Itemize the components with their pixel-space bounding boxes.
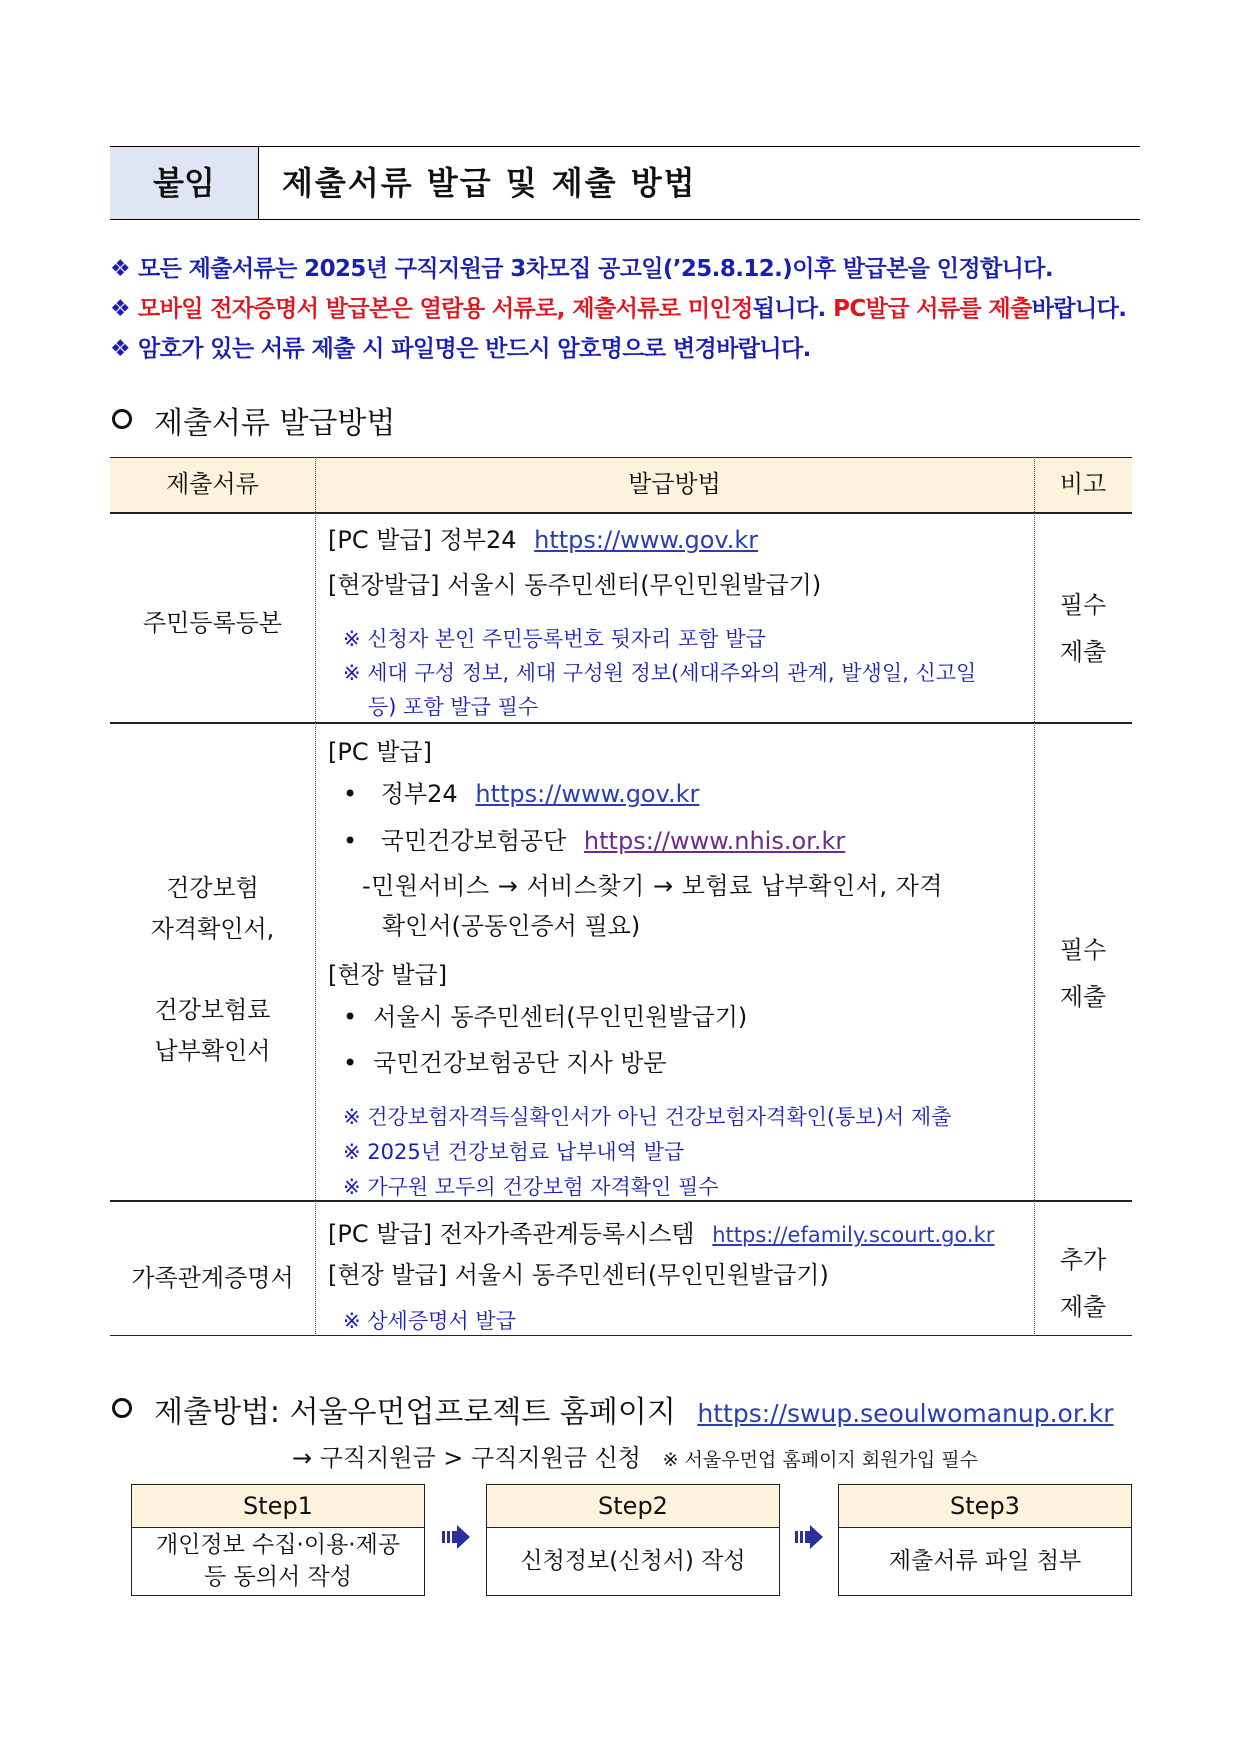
row1-note-2b: 등) 포함 발급 필수 — [368, 695, 539, 719]
th-document: 제출서류 — [166, 470, 259, 498]
doc-resident-registration: 주민등록등본 — [142, 609, 283, 637]
swup-link[interactable]: https://swup.seoulwomanup.or.kr — [697, 1399, 1114, 1428]
step-1-desc: 개인정보 수집·이용·제공 등 동의서 작성 — [155, 1532, 401, 1590]
row2-path-2: 확인서(공동인증서 필요) — [382, 912, 641, 940]
arrow-right-icon — [441, 1522, 471, 1552]
diamond-bullet-icon: ❖ — [110, 336, 131, 362]
step-3-desc: 제출서류 파일 첨부 — [888, 1548, 1082, 1574]
submission-path: → 구직지원금 > 구직지원금 신청 ※ 서울우먼업 홈페이지 회원가입 필수 — [292, 1444, 978, 1472]
row1-note-1: ※ 신청자 본인 주민등록번호 뒷자리 포함 발급 — [343, 627, 766, 651]
gov24-link[interactable]: https://www.gov.kr — [534, 526, 759, 554]
circle-bullet-icon — [112, 409, 132, 429]
row1-remark-2: 제출 — [1059, 638, 1107, 666]
diamond-bullet-icon: ❖ — [110, 256, 131, 282]
row2-pc-label: [PC 발급] — [328, 738, 432, 766]
doc-family-relation: 가족관계증명서 — [131, 1264, 294, 1292]
row3-onsite-issuance: [현장 발급] 서울시 동주민센터(무인민원발급기) — [328, 1261, 829, 1289]
row2-bullet-gov24: • 정부24 https://www.gov.kr — [343, 774, 699, 809]
attachment-header — [110, 146, 1140, 220]
step-1-box — [131, 1484, 425, 1596]
efamily-link[interactable]: https://efamily.scourt.go.kr — [712, 1223, 995, 1247]
table-header-border — [110, 512, 1132, 514]
page-title: 제출서류 발급 및 제출 방법 — [282, 164, 697, 202]
row2-note-1: ※ 건강보험자격득실확인서가 아닌 건강보험자격확인(통보)서 제출 — [343, 1105, 952, 1129]
row2-onsite-1: • 서울시 동주민센터(무인민원발급기) — [343, 997, 747, 1032]
table-bottom-border — [110, 1335, 1132, 1336]
row2-remark-1: 필수 — [1059, 936, 1107, 964]
step-2-title: Step2 — [487, 1485, 779, 1528]
row2-onsite-label: [현장 발급] — [328, 961, 448, 989]
row1-onsite-issuance: [현장발급] 서울시 동주민센터(무인민원발급기) — [328, 571, 822, 599]
doc-health-insurance-2: 자격확인서, — [150, 915, 275, 943]
row2-path-1: -민원서비스 → 서비스찾기 → 보험료 납부확인서, 자격 — [362, 872, 943, 900]
arrow-right-icon — [794, 1522, 824, 1552]
step-3-title: Step3 — [839, 1485, 1131, 1528]
row2-onsite-2: • 국민건강보험공단 지사 방문 — [343, 1043, 667, 1078]
row3-note-1: ※ 상세증명서 발급 — [343, 1309, 516, 1333]
gov24-link[interactable]: https://www.gov.kr — [475, 780, 700, 808]
doc-health-insurance-3: 건강보험료 — [154, 996, 271, 1024]
section-title-issuance: 제출서류 발급방법 — [112, 398, 395, 442]
row2-bullet-nhis: • 국민건강보험공단 https://www.nhis.or.kr — [343, 821, 845, 856]
table-col-divider — [315, 457, 316, 1336]
attachment-label: 붙임 — [110, 147, 259, 219]
step-1-title: Step1 — [132, 1485, 424, 1528]
row1-remark-1: 필수 — [1059, 591, 1107, 619]
section-title-submission: 제출방법: 서울우먼업프로젝트 홈페이지 https://swup.seoulwomanup.or.kr — [112, 1387, 1114, 1431]
circle-bullet-icon — [112, 1398, 132, 1418]
doc-health-insurance-4: 납부확인서 — [154, 1037, 271, 1065]
row2-remark-2: 제출 — [1059, 983, 1107, 1011]
row2-note-3: ※ 가구원 모두의 건강보험 자격확인 필수 — [343, 1175, 719, 1199]
table-row-border — [110, 722, 1132, 724]
row3-remark-2: 제출 — [1059, 1293, 1107, 1321]
row1-note-2a: ※ 세대 구성 정보, 세대 구성원 정보(세대주와의 관계, 발생일, 신고일 — [343, 661, 977, 685]
step-3-box — [838, 1484, 1132, 1596]
doc-health-insurance-1: 건강보험 — [166, 874, 259, 902]
notice-1: ❖ 모든 제출서류는 2025년 구직지원금 3차모집 공고일(’25.8.12.)이후 발급본을 인정합니다. — [110, 256, 1053, 282]
step-2-box — [486, 1484, 780, 1596]
row1-pc-issuance: [PC 발급] 정부24 https://www.gov.kr — [328, 526, 759, 554]
diamond-bullet-icon: ❖ — [110, 296, 131, 322]
submission-note: ※ 서울우먼업 홈페이지 회원가입 필수 — [662, 1449, 978, 1471]
row3-pc-issuance: [PC 발급] 전자가족관계등록시스템 https://efamily.scourt.go.kr — [328, 1220, 995, 1248]
notice-2: ❖ 모바일 전자증명서 발급본은 열람용 서류로, 제출서류로 미인정됩니다. PC발급 서류를 제출바랍니다. — [110, 296, 1127, 322]
th-remark: 비고 — [1059, 470, 1107, 498]
step-2-desc: 신청정보(신청서) 작성 — [520, 1548, 746, 1574]
nhis-link[interactable]: https://www.nhis.or.kr — [583, 827, 846, 855]
row2-note-2: ※ 2025년 건강보험료 납부내역 발급 — [343, 1140, 685, 1164]
row3-remark-1: 추가 — [1059, 1246, 1107, 1274]
th-method: 발급방법 — [628, 470, 721, 498]
notice-3: ❖ 암호가 있는 서류 제출 시 파일명은 반드시 암호명으로 변경바랍니다. — [110, 336, 811, 362]
